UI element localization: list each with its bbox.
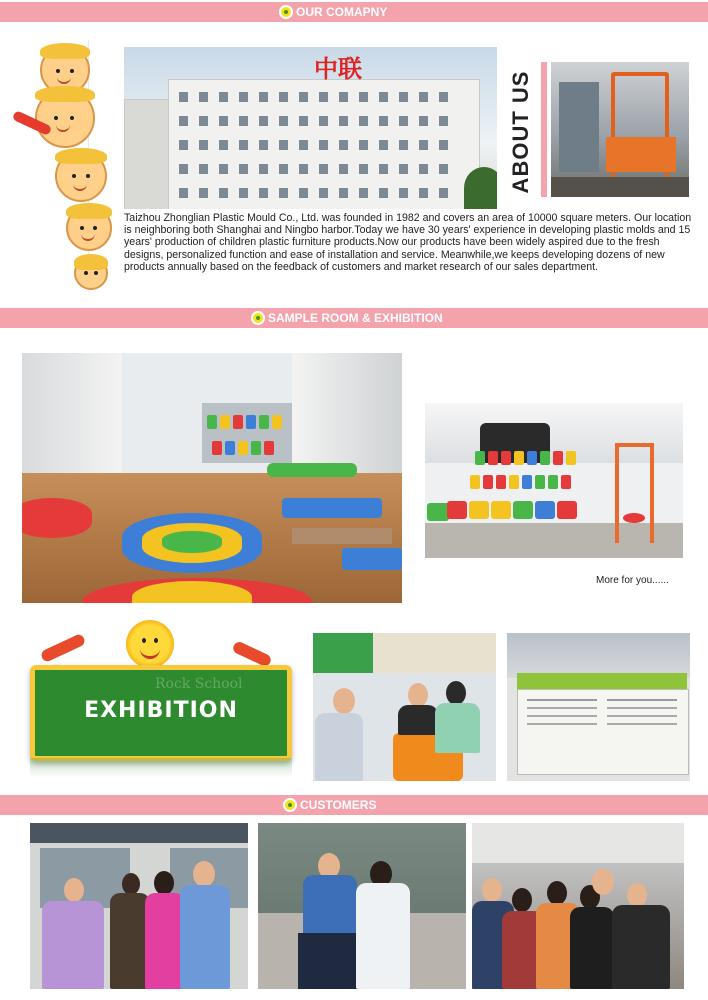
exhibition-meeting-photo <box>313 633 496 781</box>
section-title-company: OUR COMAPNY <box>296 5 388 19</box>
section-band-company <box>0 2 708 22</box>
customers-photo-1 <box>30 823 248 989</box>
customers-photo-3 <box>472 823 684 989</box>
company-intro-paragraph: Taizhou Zhonglian Plastic Mould Co., Ltd. was founded in 1982 and covers an area of 10000 square meters. Our location is neighboring both Shanghai and Ningbo harbor.Today we have 30 years' experience in developing plastic molds and 15 years' production of children plastic furniture products.Now our products have been widely aspired due to the fresh designs, personalized function and ease of installation and service. Meanwhile,we keeps developing dozens of new products annually based on the feedback of customers and market research of our sales department. <box>124 212 692 273</box>
factory-sign: 中联 <box>314 55 362 83</box>
bullet-icon <box>251 311 265 325</box>
accent-bar <box>541 62 547 197</box>
rocket-icon <box>231 640 272 668</box>
customers-photo-2 <box>258 823 466 989</box>
section-title-sample: SAMPLE ROOM & EXHIBITION <box>268 311 443 325</box>
rocket-icon <box>40 633 87 663</box>
classroom-photo <box>22 353 402 603</box>
exhibition-notice-board-photo <box>507 633 690 781</box>
bullet-icon <box>279 5 293 19</box>
section-band-customers <box>0 795 708 815</box>
factory-building-photo <box>124 47 497 209</box>
about-us-heading-wrap <box>507 62 535 202</box>
about-us-heading: ABOUT US <box>508 70 533 194</box>
section-title-customers: CUSTOMERS <box>300 798 377 812</box>
workshop-photo <box>551 62 689 197</box>
bullet-icon <box>283 798 297 812</box>
board-faint-text: Rock School <box>155 676 243 692</box>
exhibition-board <box>30 665 292 761</box>
board-reflection <box>30 758 292 778</box>
section-band-sample <box>0 308 708 328</box>
sample-room-photo <box>425 403 683 558</box>
sun-icon <box>126 620 174 668</box>
exhibition-board-text: EXHIBITION <box>84 698 238 723</box>
more-caption: More for you...... <box>596 575 669 586</box>
